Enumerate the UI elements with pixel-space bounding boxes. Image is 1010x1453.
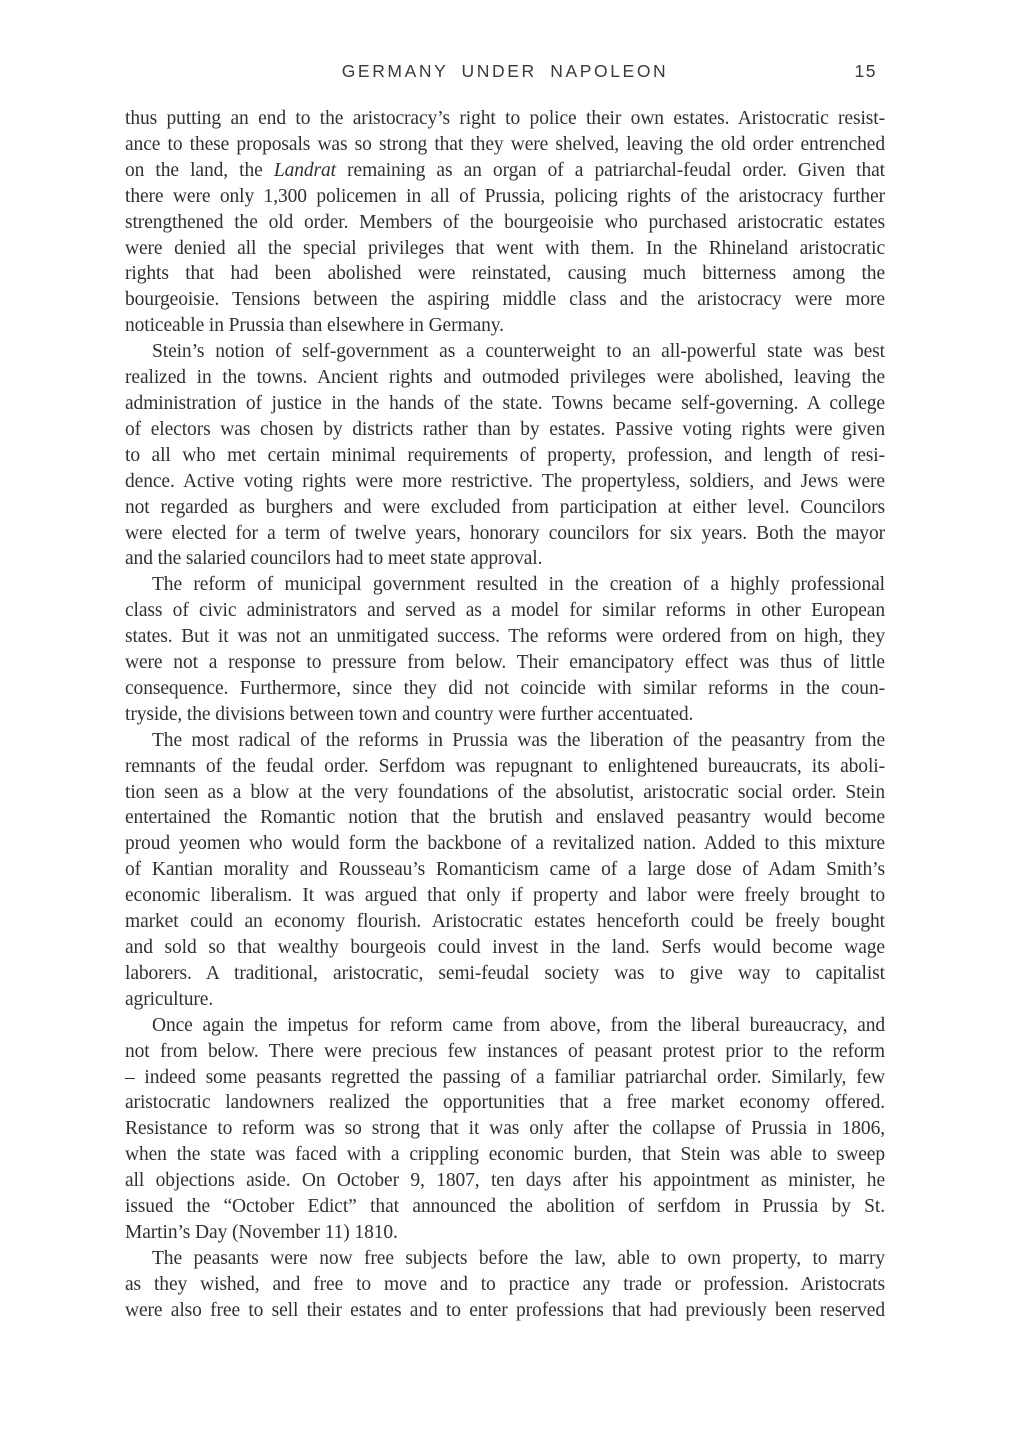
text-line [125, 857, 885, 883]
text-line [125, 546, 885, 572]
text-segment: of Kantian morality and Rousseau’s Romanticism came of a large dose of Adam Smith’s [125, 859, 885, 881]
text-segment: remaining as an organ of a patriarchal-feudal order. Given that [335, 159, 885, 181]
text-segment: ance to these proposals was so strong that they were shelved, leaving the old order entrenched [125, 133, 885, 155]
text-line [125, 883, 885, 909]
text-line [125, 339, 885, 365]
text-line [125, 287, 885, 313]
paragraph [125, 106, 885, 339]
text-segment: Stein’s notion of self-government as a counterweight to an all-powerful state was best [152, 341, 885, 363]
text-segment: as they wished, and free to move and to practice any trade or profession. Aristocrats [125, 1273, 885, 1295]
text-line [125, 728, 885, 754]
text-line [125, 754, 885, 780]
text-line [125, 1220, 885, 1246]
paragraph [125, 1013, 885, 1246]
text-line [125, 417, 885, 443]
text-line [125, 365, 885, 391]
text-segment: economic liberalism. It was argued that only if property and labor were freely brought to [125, 885, 885, 907]
text-line [125, 1039, 885, 1065]
text-line [125, 469, 885, 495]
paragraph [125, 728, 885, 1013]
text-line [125, 443, 885, 469]
text-line [125, 1246, 885, 1272]
paragraph [125, 339, 885, 572]
text-segment: when the state was faced with a crippling economic burden, that Stein was able to sweep [125, 1144, 885, 1166]
text-segment: rights that had been abolished were reinstated, causing much bitterness among the [125, 263, 885, 285]
text-line [125, 1272, 885, 1298]
text-segment: there were only 1,300 policemen in all of Prussia, policing rights of the aristocracy further [125, 185, 885, 207]
text-line [125, 909, 885, 935]
text-segment: noticeable in Prussia than elsewhere in Germany. [125, 315, 504, 337]
text-segment: market could an economy flourish. Aristocratic estates henceforth could be freely bought [125, 911, 885, 933]
text-segment: proud yeomen who would form the backbone of a revitalized nation. Added to this mixture [125, 833, 885, 855]
text-line [125, 1090, 885, 1116]
running-title: GERMANY UNDER NAPOLEON [341, 61, 669, 81]
text-line [125, 1013, 885, 1039]
text-segment: not from below. There were precious few instances of peasant protest prior to the reform [125, 1040, 885, 1062]
text-line [125, 598, 885, 624]
body-text [125, 106, 885, 1324]
text-line [125, 780, 885, 806]
text-segment: administration of justice in the hands of the state. Towns became self-governing. A college [125, 392, 885, 414]
text-line [125, 521, 885, 547]
text-line [125, 236, 885, 262]
text-segment: The reform of municipal government resulted in the creation of a highly professional [152, 574, 885, 596]
text-segment: not regarded as burghers and were excluded from participation at either level. Councilors [125, 496, 885, 518]
text-line [125, 961, 885, 987]
text-line [125, 1194, 885, 1220]
text-segment: aristocratic landowners realized the opportunities that a free market economy offered. [125, 1092, 885, 1114]
text-line [125, 1298, 885, 1324]
text-segment: all objections aside. On October 9, 1807, ten days after his appointment as minister, he [125, 1170, 885, 1192]
text-segment: thus putting an end to the aristocracy’s right to police their own estates. Aristocratic resist- [125, 108, 885, 129]
text-segment: – indeed some peasants regretted the passing of a familiar patriarchal order. Similarly, few [125, 1066, 885, 1088]
text-line [125, 261, 885, 287]
text-segment: on the land, the [125, 159, 274, 181]
text-segment: Martin’s Day (November 11) 1810. [125, 1221, 398, 1243]
text-segment: tryside, the divisions between town and country were further accentuated. [125, 703, 694, 725]
text-line [125, 1116, 885, 1142]
text-line [125, 158, 885, 184]
text-line [125, 702, 885, 728]
text-segment: and sold so that wealthy bourgeois could invest in the land. Serfs would become wage [125, 937, 885, 958]
running-header [125, 61, 885, 85]
text-segment: states. But it was not an unmitigated success. The reforms were ordered from on high, they [125, 626, 885, 648]
text-segment: laborers. A traditional, aristocratic, semi-feudal society was to give way to capitalist [125, 962, 885, 984]
text-segment: consequence. Furthermore, since they did not coincide with similar reforms in the coun- [125, 677, 885, 699]
text-segment: were also free to sell their estates and to enter professions that had previously been reserved [125, 1299, 885, 1321]
text-segment: to all who met certain minimal requirements of property, profession, and length of resi- [125, 444, 885, 466]
text-line [125, 391, 885, 417]
text-line [125, 313, 885, 339]
text-segment: Resistance to reform was so strong that it was only after the collapse of Prussia in 1806, [125, 1118, 885, 1140]
text-segment: bourgeoisie. Tensions between the aspiring middle class and the aristocracy were more [125, 289, 885, 311]
text-line [125, 935, 885, 961]
paragraph [125, 1246, 885, 1324]
text-line [125, 184, 885, 210]
text-segment: were not a response to pressure from below. Their emancipatory effect was thus of little [125, 652, 885, 674]
text-line [125, 676, 885, 702]
text-line [125, 1065, 885, 1091]
page-number: 15 [854, 61, 877, 81]
text-line [125, 624, 885, 650]
text-segment: of electors was chosen by districts rather than by estates. Passive voting rights were given [125, 418, 885, 440]
text-segment: entertained the Romantic notion that the brutish and enslaved peasantry would become [125, 807, 885, 829]
text-segment: strengthened the old order. Members of the bourgeoisie who purchased aristocratic estates [125, 211, 885, 233]
text-line [125, 987, 885, 1013]
text-line [125, 132, 885, 158]
text-line [125, 805, 885, 831]
text-line [125, 495, 885, 521]
text-segment: Once again the impetus for reform came from above, from the liberal bureaucracy, and [152, 1014, 885, 1036]
text-segment: agriculture. [125, 988, 214, 1010]
text-segment: The peasants were now free subjects before the law, able to own property, to marry [152, 1247, 885, 1269]
text-line [125, 650, 885, 676]
text-line [125, 831, 885, 857]
text-segment: were denied all the special privileges that went with them. In the Rhineland aristocratic [125, 237, 885, 259]
text-segment: dence. Active voting rights were more restrictive. The propertyless, soldiers, and Jews were [125, 470, 885, 492]
text-segment: The most radical of the reforms in Prussia was the liberation of the peasantry from the [152, 729, 885, 751]
text-segment: were elected for a term of twelve years, honorary councilors for six years. Both the mayor [125, 522, 885, 544]
text-segment: tion seen as a blow at the very foundations of the absolutist, aristocratic social order. Stein [125, 781, 885, 803]
text-line [125, 210, 885, 236]
text-segment: issued the “October Edict” that announced the abolition of serfdom in Prussia by St. [125, 1196, 885, 1218]
text-segment: and the salaried councilors had to meet state approval. [125, 548, 543, 570]
text-line [125, 1142, 885, 1168]
text-line [125, 106, 885, 132]
text-line [125, 572, 885, 598]
text-segment: remnants of the feudal order. Serfdom was repugnant to enlightened bureaucrats, its aboli- [125, 755, 885, 777]
text-segment: class of civic administrators and served as a model for similar reforms in other European [125, 600, 885, 622]
italic-term: Landrat [273, 159, 336, 181]
text-line [125, 1168, 885, 1194]
text-segment: realized in the towns. Ancient rights and outmoded privileges were abolished, leaving the [125, 367, 885, 389]
paragraph [125, 572, 885, 727]
